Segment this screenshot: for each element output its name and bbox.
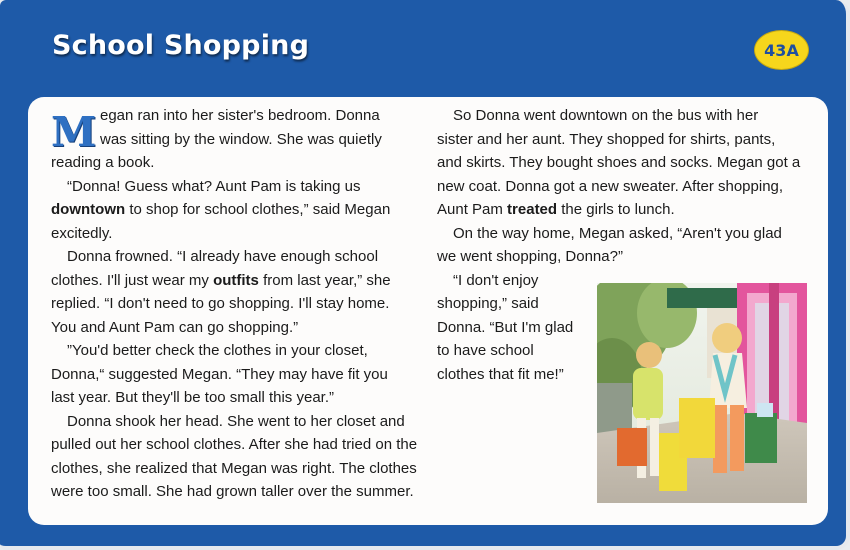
vocab-word-outfits: outfits xyxy=(213,271,259,289)
story-text: Donna. “But I'm glad xyxy=(437,318,574,336)
story-line xyxy=(51,292,421,316)
story-text: clothes, she realized that Megan was right. The clothes xyxy=(51,459,417,477)
story-text: You and Aunt Pam can go shopping.” xyxy=(51,318,299,336)
story-text: Donna shook her head. She went to her closet and xyxy=(67,412,405,430)
story-line xyxy=(51,104,421,128)
story-line xyxy=(51,363,421,387)
story-line xyxy=(437,151,822,175)
page-title: School Shopping xyxy=(52,30,310,61)
story-text: replied. “I don't need to go shopping. I'll stay home. xyxy=(51,295,390,312)
story-text: was sitting by the window. She was quietly xyxy=(100,130,382,148)
story-text: to have school xyxy=(437,342,534,359)
story-line xyxy=(437,222,822,246)
story-text: shopping,” said xyxy=(437,295,539,312)
story-text: and skirts. They bought shoes and socks. Megan got a xyxy=(437,154,801,171)
story-text: So Donna went downtown on the bus with her xyxy=(453,107,759,124)
story-text: were too small. She had grown taller over the summer. xyxy=(51,483,414,500)
story-text: from last year,” she xyxy=(258,271,391,289)
story-line xyxy=(51,128,421,152)
story-text: On the way home, Megan asked, “Aren't you glad xyxy=(453,224,782,242)
story-column-left xyxy=(51,104,421,504)
story-line xyxy=(51,316,421,340)
story-text: ”You'd better check the clothes in your closet, xyxy=(67,342,368,359)
story-text: reading a book. xyxy=(51,154,155,171)
story-line xyxy=(437,128,822,152)
story-line xyxy=(51,245,421,269)
story-text: the girls to lunch. xyxy=(557,201,675,218)
story-text: new coat. Donna got a new sweater. After shopping, xyxy=(437,177,784,195)
story-text: clothes. I'll just wear my xyxy=(51,271,214,289)
story-text: sister and her aunt. They shopped for shirts, pants, xyxy=(437,130,776,148)
story-text: Aunt Pam xyxy=(437,201,508,218)
story-text: egan ran into her sister's bedroom. Donna xyxy=(100,107,380,124)
story-text: pulled out her school clothes. After she had tried on the xyxy=(51,436,418,453)
story-line xyxy=(51,175,421,199)
story-text: Donna frowned. “I already have enough school xyxy=(67,248,379,265)
vocab-word-treated: treated xyxy=(507,201,558,218)
story-line xyxy=(51,339,421,363)
story-text: “Donna! Guess what? Aunt Pam is taking us xyxy=(67,177,361,195)
story-text: “I don't enjoy xyxy=(453,271,539,289)
story-line xyxy=(51,151,421,175)
story-line xyxy=(437,175,822,199)
story-text: last year. But they'll be too small this year.” xyxy=(51,389,334,406)
story-line xyxy=(51,410,421,434)
story-line xyxy=(437,198,822,222)
story-text: Donna,“ suggested Megan. “They may have fit you xyxy=(51,365,388,383)
story-text: excitedly. xyxy=(51,224,113,242)
story-line xyxy=(51,269,421,293)
story-line xyxy=(437,245,822,269)
story-line xyxy=(51,222,421,246)
story-line xyxy=(51,457,421,481)
story-line xyxy=(51,386,421,410)
lesson-badge: 43A xyxy=(754,30,809,70)
vocab-word-downtown: downtown xyxy=(51,201,126,218)
story-line xyxy=(51,480,421,504)
story-text: we went shopping, Donna?” xyxy=(437,248,623,265)
story-text: to shop for school clothes,” said Megan xyxy=(125,201,391,218)
shopping-photo xyxy=(597,283,807,503)
story-line xyxy=(437,104,822,128)
story-line xyxy=(51,198,421,222)
story-line xyxy=(51,433,421,457)
story-text: clothes that fit me!” xyxy=(437,365,564,383)
drop-cap: M xyxy=(51,108,97,156)
